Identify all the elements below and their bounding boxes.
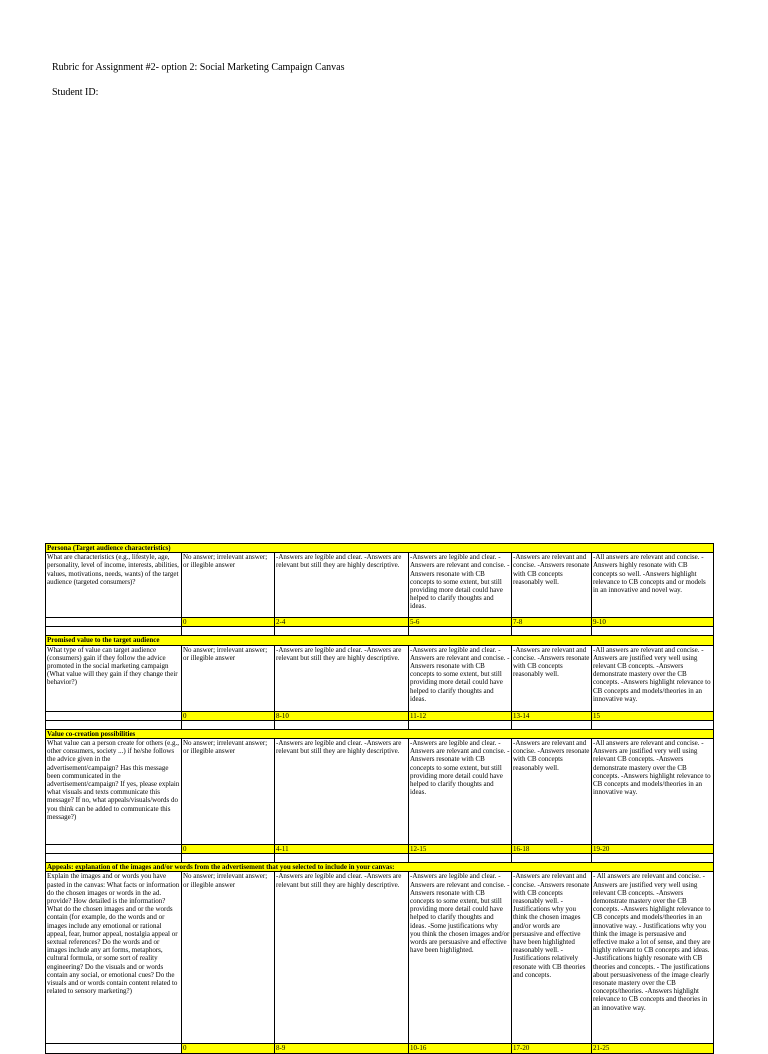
- level-cell: No answer; irrelevant answer; or illegible answer: [182, 739, 275, 845]
- score-label-cell: [46, 618, 182, 627]
- level-cell: -Answers are legible and clear. -Answers are relevant and concise. -Answers resonate with CB concepts to some extent, but still providing more detail could have helped to clarify thoughts and ideas.: [409, 553, 512, 618]
- score-cell: 7-8: [512, 618, 592, 627]
- level-cell: No answer; irrelevant answer; or illegible answer: [182, 645, 275, 711]
- level-cell: - All answers are relevant and concise. -Answers are justified very well using relevant CB concepts. -Answers demonstrate mastery over the CB concepts. -Answers highlight relevance to CB concepts and models/theories in an innovative way. - Justifications why you think the image is persuasive and effective make a lot of sense, and they are highly relevant to CB concepts and ideas. -Justifications highly resonate with CB theories and concepts. - The justifications about persuasiveness of the image clearly resonate mastery over the CB concepts/theories. -Answers highlight relevance to CB concepts and theories in an innovative way.: [592, 872, 714, 1044]
- score-cell: 8-9: [275, 1044, 409, 1053]
- score-cell: 0: [182, 845, 275, 854]
- score-cell: 21-25: [592, 1044, 714, 1053]
- score-label-cell: [46, 1044, 182, 1053]
- section-heading: [46, 863, 714, 872]
- level-cell: -Answers are relevant and concise. -Answers resonate with CB concepts reasonably well.: [512, 553, 592, 618]
- section-heading: Persona (Target audience characteristics): [46, 544, 714, 553]
- level-cell: No answer; irrelevant answer; or illegible answer: [182, 553, 275, 618]
- score-cell: 16-18: [512, 845, 592, 854]
- score-cell: 17-20: [512, 1044, 592, 1053]
- level-cell: -Answers are legible and clear. -Answers are relevant and concise. -Answers resonate with CB concepts to some extent, but still providing more detail could have helped to clarify thoughts and ideas.: [409, 645, 512, 711]
- level-cell: No answer; irrelevant answer; or illegible answer: [182, 872, 275, 1044]
- score-cell: 4-11: [275, 845, 409, 854]
- score-cell: 19-20: [592, 845, 714, 854]
- score-cell: 5-6: [409, 618, 512, 627]
- score-label-cell: [46, 711, 182, 720]
- score-cell: 12-15: [409, 845, 512, 854]
- level-cell: -All answers are relevant and concise. -Answers are justified very well using relevant CB concepts. -Answers demonstrate mastery over the CB concepts. -Answers highlight relevance to CB concepts and models/theories in an innovative way.: [592, 739, 714, 845]
- level-cell: -Answers are relevant and concise. -Answers resonate with CB concepts reasonably well.: [512, 645, 592, 711]
- criterion-question: What value can a person create for others (e.g., other consumers, society ...) if he/she follows the advice given in the advertisement/campaign? Has this message been communicated in the advertisement/campaign? If yes, please explain what visuals and texts communicate this message? If no, what appeals/visuals/words do you think can be added to communicate this message?): [46, 739, 182, 845]
- level-cell: -All answers are relevant and concise. -Answers are justified very well using relevant CB concepts. -Answers demonstrate mastery over the CB concepts. -Answers highlight relevance to CB concepts and models/theories in an innovative way.: [592, 645, 714, 711]
- score-cell: 15: [592, 711, 714, 720]
- heading-underlined: explanation: [75, 863, 111, 872]
- section-heading: Promised value to the target audience: [46, 636, 714, 645]
- level-cell: -Answers are relevant and concise. -Answers resonate with CB concepts reasonably well. - Justifications why you think the chosen images and/or words are persuasive and effective have been highlighted reasonably well. -Justifications relatively resonate with CB theories and concepts.: [512, 872, 592, 1044]
- score-cell: 0: [182, 1044, 275, 1053]
- score-cell: 11-12: [409, 711, 512, 720]
- rubric-table: [45, 543, 714, 1054]
- score-cell: 0: [182, 711, 275, 720]
- level-cell: -Answers are legible and clear. -Answers are relevant and concise. -Answers resonate with CB concepts to some extent, but still providing more detail could have helped to clarify thoughts and ideas.: [409, 739, 512, 845]
- score-cell: 2-4: [275, 618, 409, 627]
- level-cell: -Answers are legible and clear. -Answers are relevant and concise. -Answers resonate with CB concepts to some extent, but still providing more detail could have helped to clarify thoughts and ideas. -Some justifications why you think the chosen images and/or words are persuasive and effective have been highlighted.: [409, 872, 512, 1044]
- level-cell: -Answers are legible and clear. -Answers are relevant but still they are highly descriptive.: [275, 872, 409, 1044]
- level-cell: -Answers are legible and clear. -Answers are relevant but still they are highly descriptive.: [275, 645, 409, 711]
- level-cell: -All answers are relevant and concise. -Answers highly resonate with CB concepts so well. -Answers highlight relevance to CB concepts and or models in an innovative and novel way.: [592, 553, 714, 618]
- score-cell: 9-10: [592, 618, 714, 627]
- score-cell: 8-10: [275, 711, 409, 720]
- criterion-question: Explain the images and or words you have pasted in the canvas: What facts or information do the chosen images or words in the ad. provide? How detailed is the information? What do the chosen images and or the words contain (for example, do the words and or images include any emotional or rational appeal, fear, humor appeal, nostalgia appeal or sextual references? Do the words and or images include any art forms, metaphors, cultural formula, or some sort of reality engineering? Do the visuals and or words contain any social, or emotional cues? Do the visuals and or words contain content related to related to sensory marketing?): [46, 872, 182, 1044]
- level-cell: -Answers are legible and clear. -Answers are relevant but still they are highly descriptive.: [275, 553, 409, 618]
- score-cell: 10-16: [409, 1044, 512, 1053]
- criterion-question: What type of value can target audience (consumers) gain if they follow the advice promoted in the social marketing campaign (What value will they gain if they change their behavior?): [46, 645, 182, 711]
- heading-prefix: Appeals:: [47, 863, 76, 872]
- student-id-label: Student ID:: [52, 87, 99, 98]
- page-title: Rubric for Assignment #2- option 2: Social Marketing Campaign Canvas: [52, 62, 345, 73]
- section-heading: Value co-creation possibilities: [46, 729, 714, 738]
- score-cell: 0: [182, 618, 275, 627]
- level-cell: -Answers are legible and clear. -Answers are relevant but still they are highly descriptive.: [275, 739, 409, 845]
- level-cell: -Answers are relevant and concise. -Answers resonate with CB concepts reasonably well.: [512, 739, 592, 845]
- score-cell: 13-14: [512, 711, 592, 720]
- heading-suffix: of the images and/or words from the advertisement that you selected to include in your canvas:: [110, 863, 395, 872]
- criterion-question: What are characteristics (e.g., lifestyle, age, personality, level of income, interests, abilities, values, motivations, needs, wants) of the target audience (targeted consumers)?: [46, 553, 182, 618]
- score-label-cell: [46, 845, 182, 854]
